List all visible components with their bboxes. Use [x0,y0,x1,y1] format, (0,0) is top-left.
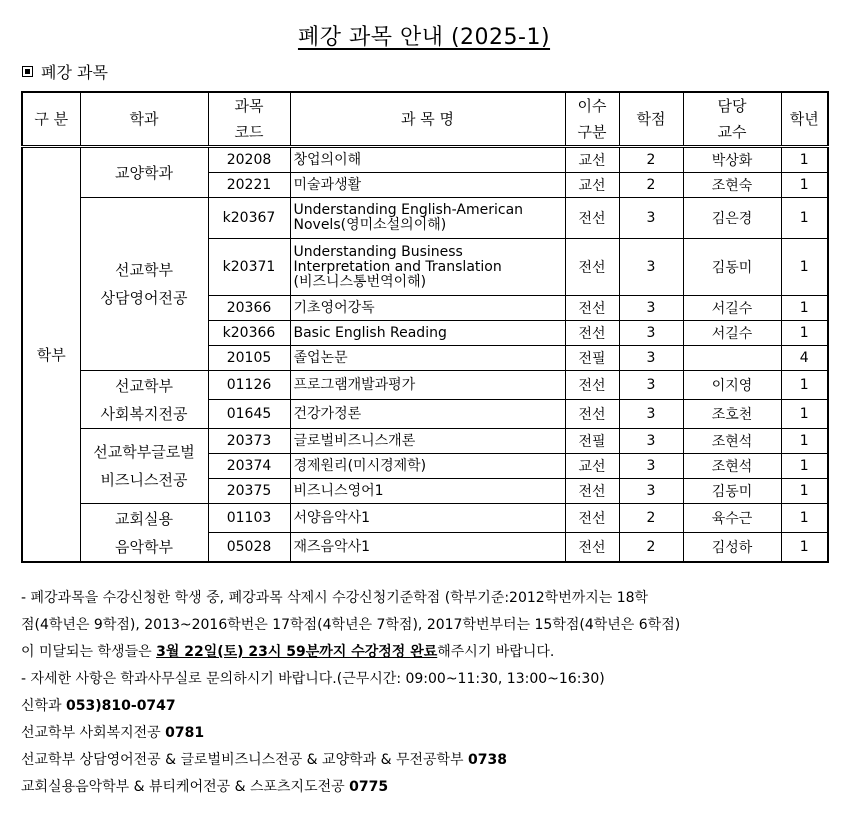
course-professor: 조현숙 [683,173,781,198]
course-year: 1 [781,198,828,239]
course-type: 전필 [565,429,619,454]
course-year: 1 [781,296,828,321]
note-line: 점(4학년은 9학점), 2013~2016학번은 17학점(4학년은 7학점), 2017학번부터는 15학점(4학년은 6학점) [21,617,681,633]
course-professor: 박상화 [683,147,781,173]
course-professor: 이지영 [683,371,781,400]
notes [21,585,829,801]
course-credit: 2 [619,173,683,198]
course-type: 전선 [565,371,619,400]
course-credit: 3 [619,479,683,504]
dept-cell: 선교학부글로벌 비즈니스전공 [80,429,208,504]
course-type: 교선 [565,454,619,479]
course-name: Understanding English-American Novels(영미소설의이해) [290,198,565,239]
course-credit: 3 [619,321,683,346]
header-type: 이수 구분 [565,92,619,147]
course-code: 20366 [208,296,290,321]
course-type: 전선 [565,239,619,296]
course-credit: 3 [619,296,683,321]
course-code: 20221 [208,173,290,198]
course-year: 1 [781,479,828,504]
table-row [22,198,828,239]
page-title: 폐강 과목 안내 (2025-1) [297,25,551,50]
course-name: 재즈음악사1 [290,533,565,563]
course-name: 서양음악사1 [290,504,565,533]
course-name: 졸업논문 [290,346,565,371]
header-professor: 담당 교수 [683,92,781,147]
course-professor: 서길수 [683,296,781,321]
contact-number: 053)810-0747 [66,698,176,714]
course-credit: 2 [619,147,683,173]
dept-cell: 교양학과 [80,147,208,198]
course-code: k20371 [208,239,290,296]
section-heading-text: 폐강 과목 [41,63,108,82]
course-name: 글로벌비즈니스개론 [290,429,565,454]
course-type: 전선 [565,479,619,504]
course-code: 01126 [208,371,290,400]
note-line: - 자세한 사항은 학과사무실로 문의하시기 바랍니다.(근무시간: 09:00~11:30, 13:00~16:30) [21,671,605,687]
course-year: 1 [781,429,828,454]
course-professor: 김성하 [683,533,781,563]
gubun-cell: 학부 [22,147,80,563]
course-professor: 조현석 [683,429,781,454]
course-year: 1 [781,371,828,400]
course-credit: 2 [619,533,683,563]
header-dept: 학과 [80,92,208,147]
course-code: k20366 [208,321,290,346]
course-name: Basic English Reading [290,321,565,346]
course-year: 1 [781,454,828,479]
closed-courses-table [21,91,829,563]
table-row [22,429,828,454]
course-year: 1 [781,400,828,429]
course-year: 1 [781,533,828,563]
dept-cell: 선교학부 상담영어전공 [80,198,208,371]
course-credit: 3 [619,198,683,239]
course-professor: 서길수 [683,321,781,346]
contact-number: 0781 [165,725,205,741]
course-credit: 3 [619,371,683,400]
course-credit: 2 [619,504,683,533]
deadline-text: 3월 22일(토) 23시 59분까지 수강정정 완료 [156,644,438,660]
course-professor: 김동미 [683,239,781,296]
section-heading [22,60,108,83]
table-row [22,371,828,400]
course-type: 교선 [565,173,619,198]
course-name: Understanding Business Interpretation and Translation (비즈니스통번역이해) [290,239,565,296]
course-professor: 육수근 [683,504,781,533]
course-year: 1 [781,147,828,173]
contact-number: 0738 [468,752,507,768]
course-professor: 조현석 [683,454,781,479]
course-name: 프로그램개발과평가 [290,371,565,400]
course-year: 1 [781,504,828,533]
course-year: 1 [781,173,828,198]
contact-line: 선교학부 사회복지전공 0781 [21,725,205,741]
course-name: 비즈니스영어1 [290,479,565,504]
course-credit: 3 [619,239,683,296]
course-type: 교선 [565,147,619,173]
course-name: 건강가정론 [290,400,565,429]
course-year: 4 [781,346,828,371]
course-code: 01645 [208,400,290,429]
course-year: 1 [781,239,828,296]
course-name: 창업의이해 [290,147,565,173]
square-bullet-icon [22,66,33,77]
course-type: 전선 [565,400,619,429]
course-code: k20367 [208,198,290,239]
course-credit: 3 [619,454,683,479]
contact-line: 선교학부 상담영어전공 & 글로벌비즈니스전공 & 교양학과 & 무전공학부 0738 [21,752,507,768]
course-professor: 김동미 [683,479,781,504]
header-year: 학년 [781,92,828,147]
contact-number: 0775 [349,779,389,795]
header-course-name: 과 목 명 [290,92,565,147]
dept-cell: 교회실용 음악학부 [80,504,208,563]
course-credit: 3 [619,400,683,429]
course-professor: 조호천 [683,400,781,429]
course-year: 1 [781,321,828,346]
course-code: 20373 [208,429,290,454]
course-code: 20208 [208,147,290,173]
course-name: 경제원리(미시경제학) [290,454,565,479]
course-credit: 3 [619,346,683,371]
course-code: 01103 [208,504,290,533]
course-type: 전선 [565,321,619,346]
course-type: 전선 [565,296,619,321]
contact-line: 교회실용음악학부 & 뷰티케어전공 & 스포츠지도전공 0775 [21,779,389,795]
note-line: - 폐강과목을 수강신청한 학생 중, 폐강과목 삭제시 수강신청기준학점 (학부기준:2012학번까지는 18학 [21,590,649,606]
course-code: 20375 [208,479,290,504]
dept-cell: 선교학부 사회복지전공 [80,371,208,429]
contact-line: 신학과 053)810-0747 [21,698,176,714]
table-header-row [22,92,828,147]
note-line: 이 미달되는 학생들은 3월 22일(토) 23시 59분까지 수강정정 완료해주시기 바랍니다. [21,644,555,660]
header-credit: 학점 [619,92,683,147]
course-credit: 3 [619,429,683,454]
course-code: 20105 [208,346,290,371]
table-row [22,504,828,533]
course-professor: 김은경 [683,198,781,239]
table-row [22,147,828,173]
course-code: 20374 [208,454,290,479]
header-gubun: 구 분 [22,92,80,147]
course-type: 전선 [565,198,619,239]
course-name: 기초영어강독 [290,296,565,321]
header-code: 과목 코드 [208,92,290,147]
course-professor [683,346,781,371]
course-type: 전선 [565,533,619,563]
course-type: 전선 [565,504,619,533]
course-code: 05028 [208,533,290,563]
course-type: 전필 [565,346,619,371]
course-name: 미술과생활 [290,173,565,198]
